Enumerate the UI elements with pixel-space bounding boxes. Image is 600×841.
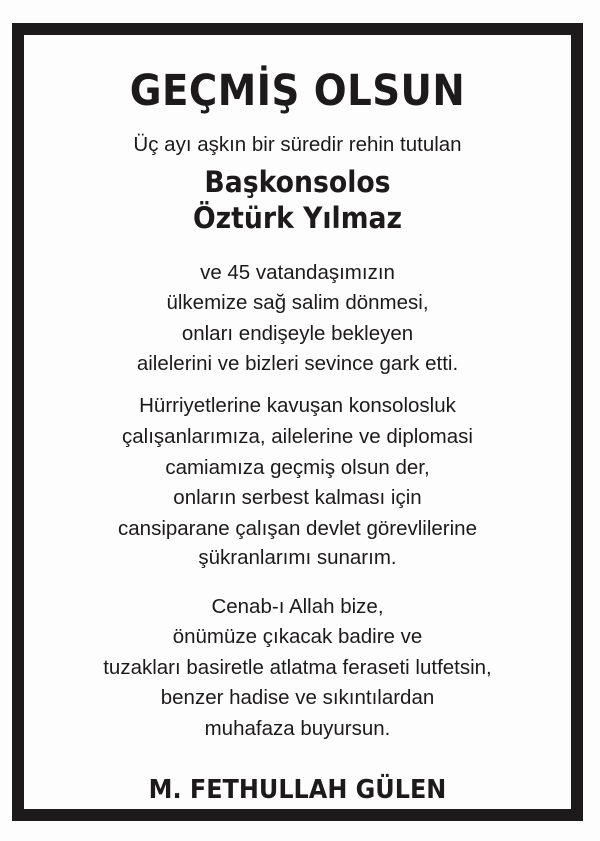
body-line: şükranlarımı sunarım.	[198, 546, 397, 569]
body-line: ülkemize sağ salim dönmesi,	[166, 291, 429, 314]
body-line: camiamıza geçmiş olsun der,	[165, 456, 430, 479]
body-line: muhafaza buyursun.	[204, 717, 391, 740]
body-line: önümüze çıkacak badire ve	[172, 625, 423, 648]
body-line: Cenab-ı Allah bize,	[211, 595, 384, 618]
body-line: ve 45 vatandaşımızın	[200, 261, 395, 284]
body-line: cansiparane çalışan devlet görevlilerine	[118, 517, 477, 540]
signature: M. FETHULLAH GÜLEN	[148, 775, 447, 805]
honoree-name: Öztürk Yılmaz	[192, 201, 403, 235]
honoree-title: Başkonsolos	[204, 165, 391, 199]
body-line: çalışanlarımıza, ailelerine ve diplomasi	[122, 425, 473, 448]
body-line: onların serbest kalması için	[173, 486, 422, 509]
body-line: ailelerini ve bizleri sevince gark etti.	[136, 352, 459, 375]
body-line: tuzakları basiretle atlatma feraseti lutfetsin,	[103, 656, 492, 679]
body-line: benzer hadise ve sıkıntılardan	[160, 686, 435, 709]
body-line: Hürriyetlerine kavuşan konsolosluk	[139, 394, 456, 417]
announcement-frame	[12, 23, 583, 821]
headline: GEÇMİŞ OLSUN	[129, 66, 466, 116]
body-line: onları endişeyle bekleyen	[181, 322, 414, 345]
intro-text: Üç ayı aşkın bir süredir rehin tutulan	[133, 133, 462, 156]
